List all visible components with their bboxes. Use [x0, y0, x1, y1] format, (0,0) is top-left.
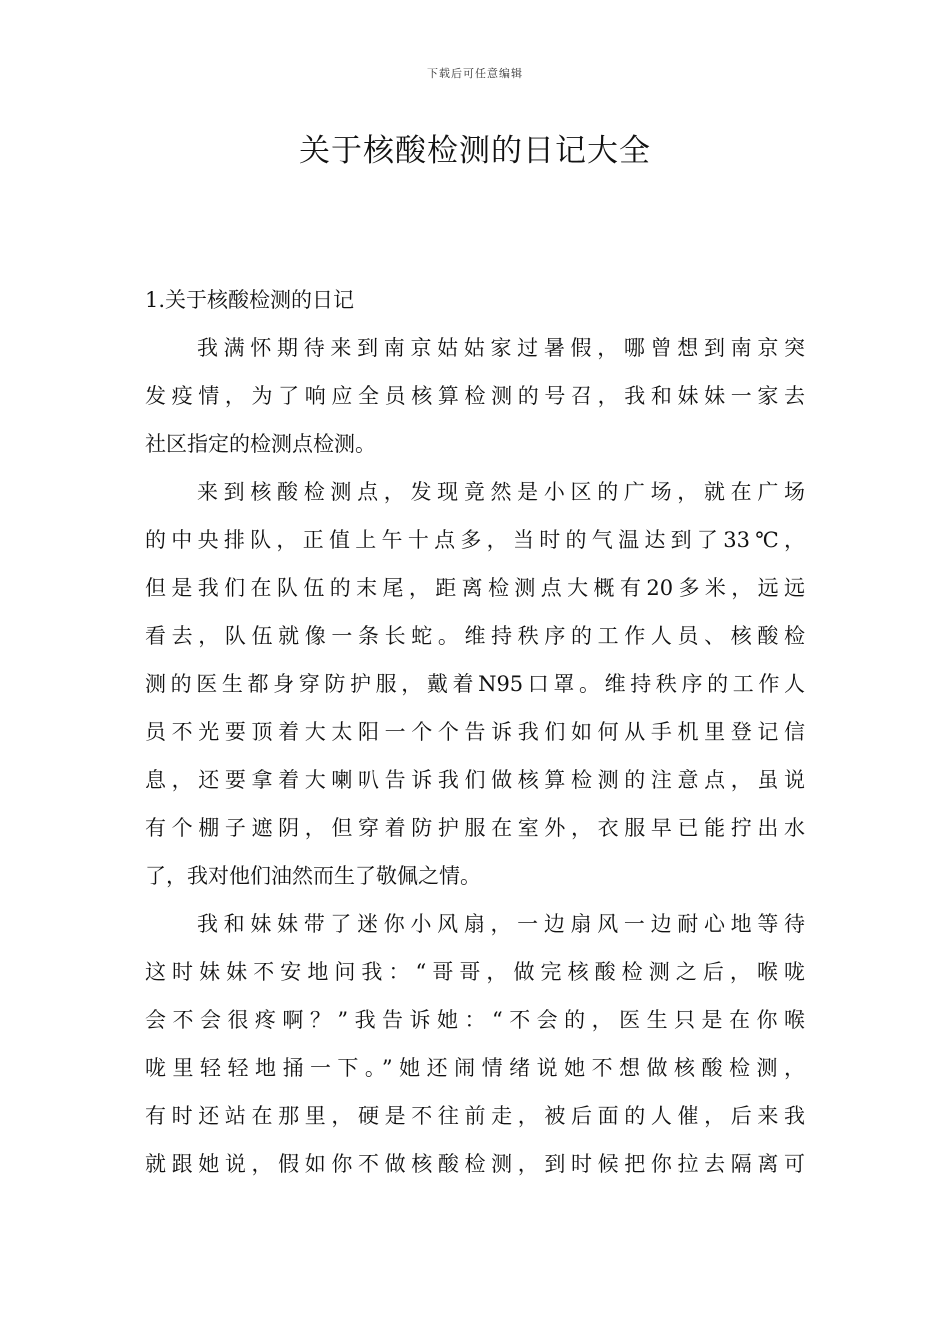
- paragraph-3: [145, 900, 805, 1188]
- document-body: [145, 276, 805, 1188]
- paragraph-line: 咙里轻轻地捅一下。”她还闹情绪说她不想做核酸检测，: [145, 1056, 805, 1080]
- paragraph-line: 会不会很疼啊？”我告诉她：“不会的，医生只是在你喉: [145, 1008, 805, 1032]
- paragraph-2: [145, 468, 805, 900]
- paragraph-line: 就跟她说，假如你不做核酸检测，到时候把你拉去隔离可: [145, 1152, 805, 1176]
- section-heading: 1.关于核酸检测的日记: [145, 288, 355, 312]
- paragraph-line: 发疫情，为了响应全员核算检测的号召，我和妹妹一家去: [145, 384, 805, 408]
- paragraph-1: [145, 324, 805, 468]
- header-note: 下载后可任意编辑: [427, 67, 523, 80]
- paragraph-line: 测的医生都身穿防护服，戴着N95口罩。维持秩序的工作人: [145, 672, 805, 696]
- document-title: 关于核酸检测的日记大全: [299, 133, 651, 169]
- paragraph-line: 我和妹妹带了迷你小风扇，一边扇风一边耐心地等待: [197, 912, 805, 936]
- paragraph-line: 我满怀期待来到南京姑姑家过暑假，哪曾想到南京突: [197, 336, 805, 360]
- paragraph-line: 有个棚子遮阴，但穿着防护服在室外，衣服早已能拧出水: [145, 816, 805, 840]
- paragraph-line: 的中央排队，正值上午十点多，当时的气温达到了33℃，: [145, 528, 805, 552]
- paragraph-line: 了，我对他们油然而生了敬佩之情。: [145, 864, 481, 888]
- paragraph-line: 社区指定的检测点检测。: [145, 432, 376, 456]
- paragraph-line: 但是我们在队伍的末尾，距离检测点大概有20多米，远远: [145, 576, 805, 600]
- paragraph-line: 有时还站在那里，硬是不往前走，被后面的人催，后来我: [145, 1104, 805, 1128]
- paragraph-line: 这时妹妹不安地问我：“哥哥，做完核酸检测之后，喉咙: [145, 960, 805, 984]
- paragraph-line: 息，还要拿着大喇叭告诉我们做核算检测的注意点，虽说: [145, 768, 805, 792]
- paragraph-line: 看去，队伍就像一条长蛇。维持秩序的工作人员、核酸检: [145, 624, 805, 648]
- paragraph-line: 来到核酸检测点，发现竟然是小区的广场，就在广场: [197, 480, 805, 504]
- paragraph-line: 员不光要顶着大太阳一个个告诉我们如何从手机里登记信: [145, 720, 805, 744]
